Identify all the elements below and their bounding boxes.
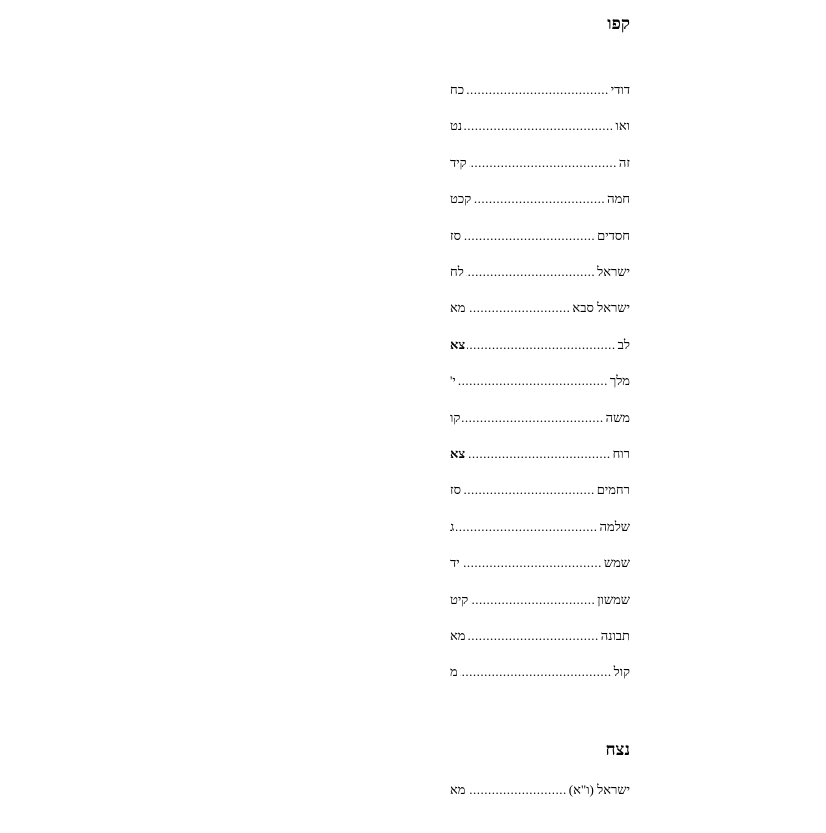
entry-ref: צא [450,446,466,461]
entry-term: חסדים [597,228,630,243]
entry-term: רוח [612,446,630,461]
leader-dots [463,482,595,498]
entry-ref: מא [450,782,466,797]
leader-dots [460,664,612,680]
entry-ref: צא [450,337,466,352]
index-entry [450,191,630,209]
section-heading: קפו [607,14,630,33]
entry-ref: ג [450,519,455,534]
entry-ref: יד [450,555,460,570]
leader-dots [468,300,571,316]
entry-term: ישראל סבא [572,300,630,315]
entry-term: תבונה [600,628,630,643]
entry-ref: קכט [450,191,472,206]
leader-dots [456,519,597,535]
entry-ref: סז [450,482,462,497]
entry-ref: קיט [450,592,469,607]
index-entry [450,628,630,646]
index-entry [450,118,630,136]
entry-ref: מא [450,300,466,315]
index-entry [450,446,630,464]
entry-term: רחמים [596,482,630,497]
entry-term: לב [617,337,630,352]
entry-term: זה [618,155,630,170]
leader-dots [470,592,595,608]
leader-dots [468,628,599,644]
entry-term: מלך [609,373,630,388]
leader-dots [463,228,595,244]
leader-dots [464,118,613,134]
entry-ref: כח [450,82,465,97]
index-entry [450,228,630,246]
entry-ref: מ [450,664,458,679]
index-entry [450,410,630,428]
index-entry [450,82,630,100]
entry-ref: קיד [450,155,467,170]
entry-ref: י' [450,373,456,388]
entry-term: שמש [603,555,630,570]
leader-dots [467,337,615,353]
entry-ref: קו [450,410,461,425]
leader-dots [462,555,602,571]
index-entry [450,482,630,500]
leader-dots [468,782,567,798]
index-entry [450,592,630,610]
index-entry [450,373,630,391]
entry-term: חמה [607,191,630,206]
entry-ref: לח [450,264,464,279]
index-entry [450,664,630,682]
leader-dots [469,155,617,171]
leader-dots [466,82,609,98]
index-entry [450,155,630,173]
entry-ref: סז [450,228,462,243]
index-entry [450,264,630,282]
index-entry [450,300,630,318]
entry-ref: נט [450,118,463,133]
leader-dots [458,373,608,389]
entry-term: שמשון [597,592,630,607]
index-entry [450,555,630,573]
index-entry [450,782,630,800]
entry-term: שלמה [599,519,630,534]
entry-ref: מא [450,628,466,643]
leader-dots [466,264,595,280]
entry-term: ואו [615,118,630,133]
leader-dots [462,410,603,426]
leader-dots [467,446,610,462]
index-entry [450,337,630,355]
entry-term: דודי [610,82,630,97]
index-entry [450,519,630,537]
section-heading: נצח [605,740,630,759]
entry-term: משה [605,410,630,425]
entry-term: ישראל [597,264,630,279]
entry-term: קול [613,664,630,679]
leader-dots [473,191,605,207]
entry-term: ישראל (ו"א) [568,782,630,797]
